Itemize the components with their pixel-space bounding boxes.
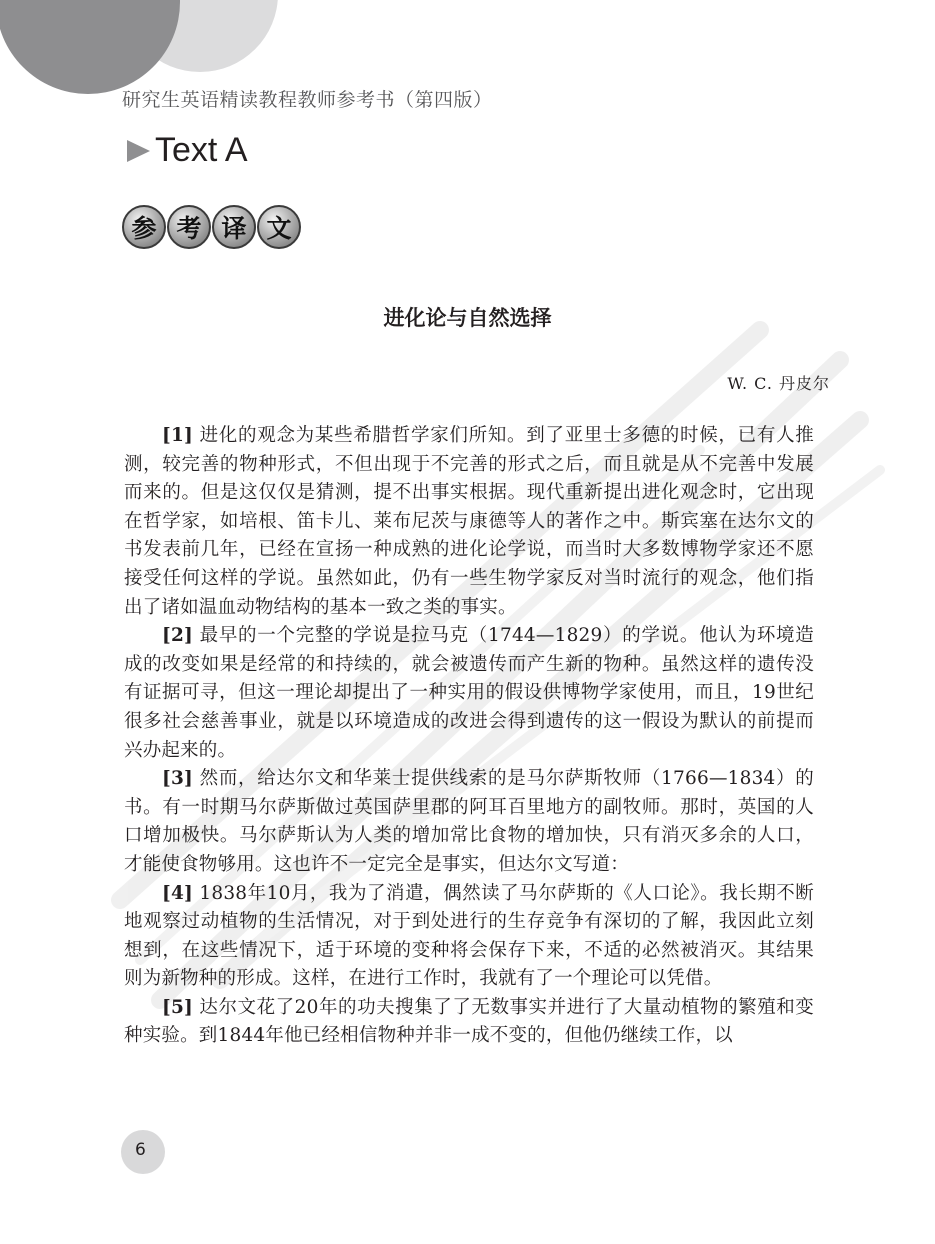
badge-char: 文 — [257, 205, 301, 249]
triangle-marker-icon — [127, 140, 150, 162]
paragraph — [124, 880, 814, 994]
reference-translation-badges — [122, 205, 302, 249]
paragraph — [124, 765, 814, 879]
paragraph — [124, 422, 814, 622]
article-author: W. C. 丹皮尔 — [727, 374, 830, 393]
badge-char: 考 — [167, 205, 211, 249]
badge-char: 译 — [212, 205, 256, 249]
paragraph — [124, 622, 814, 765]
paragraph-text: 进化的观念为某些希腊哲学家们所知。到了亚里士多德的时候，已有人推测，较完善的物种形式，不但出现于不完善的形式之后，而且就是从不完善中发展而来的。但是这仅仅是猜测，提不出事实根据。现代重新提出进化观念时，它出现在哲学家，如培根、笛卡儿、莱布尼茨与康德等人的著作之中。斯宾塞在达尔文的书发表前几年，已经在宣扬一种成熟的进化论学说，而当时大多数博物学家还不愿接受任何这样的学说。虽然如此，仍有一些生物学家反对当时流行的观念，他们指出了诸如温血动物结构的基本一致之类的事实。 — [124, 425, 814, 618]
paragraph-text: 然而，给达尔文和华莱士提供线索的是马尔萨斯牧师（1766—1834）的书。有一时期马尔萨斯做过英国萨里郡的阿耳百里地方的副牧师。那时，英国的人口增加极快。马尔萨斯认为人类的增加常比食物的增加快，只有消灭多余的人口，才能使食物够用。这也许不一定完全是事实，但达尔文写道： — [124, 768, 814, 875]
article-body — [124, 422, 814, 1051]
decorative-circle-dark — [0, 0, 180, 94]
paragraph-number: [5] — [162, 996, 193, 1018]
paragraph-number: [3] — [162, 768, 193, 790]
paragraph-number: [1] — [162, 425, 193, 446]
section-title — [127, 131, 248, 170]
paragraph-text: 达尔文花了20年的功夫搜集了了无数事实并进行了大量动植物的繁殖和变种实验。到1844年他已经相信物种并非一成不变的，但他仍继续工作，以 — [124, 996, 814, 1047]
paragraph-text: 最早的一个完整的学说是拉马克（1744—1829）的学说。他认为环境造成的改变如果是经常的和持续的，就会被遗传而产生新的物种。虽然这样的遗传没有证据可寻，但这一理论却提出了一种实用的假设供博物学家使用，而且，19世纪很多社会慈善事业，就是以环境造成的改进会得到遗传的这一假设为默认的前提而兴办起来的。 — [124, 625, 814, 761]
paragraph-number: [4] — [162, 882, 193, 904]
paragraph-number: [2] — [162, 625, 193, 647]
running-head: 研究生英语精读教程教师参考书（第四版） — [122, 89, 493, 111]
paragraph-text: 1838年10月，我为了消遣，偶然读了马尔萨斯的《人口论》。我长期不断地观察过动植物的生活情况，对于到处进行的生存竞争有深切的了解，我因此立刻想到，在这些情况下，适于环境的变种将会保存下来，不适的必然被消灭。其结果则为新物种的形成。这样，在进行工作时，我就有了一个理论可以凭借。 — [124, 882, 814, 990]
page-number: 6 — [135, 1140, 146, 1160]
section-title-text: Text A — [155, 131, 248, 169]
article-title: 进化论与自然选择 — [383, 306, 552, 330]
badge-char: 参 — [122, 205, 166, 249]
paragraph — [124, 994, 814, 1051]
